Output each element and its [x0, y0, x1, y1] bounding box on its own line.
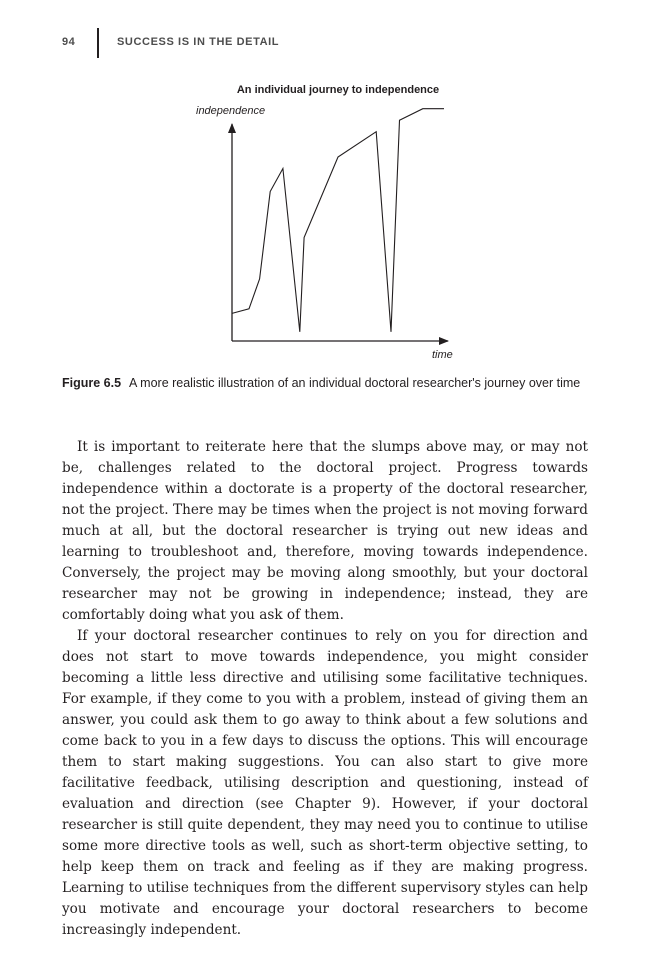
independence-chart	[0, 0, 650, 380]
body-text	[62, 437, 588, 941]
figure-label: Figure 6.5	[62, 376, 122, 390]
paragraph: It is important to reiterate here that the slumps above may, or may not be, challenges related to the doctoral project. Progress towards independence within a doctorate is a property of the doctoral researcher, not the project. There may be times when the project is not moving forward much at all, but the doctoral researcher is trying out new ideas and learning to troubleshoot and, therefore, moving towards independence. Conversely, the project may be moving along smoothly, but your doctoral researcher may not be growing in independence; instead, they are comfortably doing what you ask of them.	[62, 439, 588, 623]
figure-caption	[62, 375, 582, 392]
journey-line	[232, 109, 444, 332]
running-title: SUCCESS IS IN THE DETAIL	[117, 36, 280, 48]
chart-title: An individual journey to independence	[236, 84, 440, 96]
paragraph: If your doctoral researcher continues to rely on you for direction and does not start to move towards independence, you might consider becoming a little less directive and utilising some facilitative techniques. For example, if they come to you with a problem, instead of giving them an answer, you could ask them to go away to think about a few solutions and come back to you in a few days to discuss the options. This will encourage them to start making suggestions. You can also start to give more facilitative feedback, utilising description and questioning, instead of evaluation and direction (see Chapter 9). However, if your doctoral researcher is still quite dependent, they may need you to continue to utilise some more directive tools as well, such as short-term objective setting, to help keep them on track and feeling as if they are making progress. Learning to utilise techniques from the different supervisory styles can help you motivate and encourage your doctoral researchers to become increasingly independent.	[62, 628, 588, 938]
figure-caption-text: A more realistic illustration of an individual doctoral researcher's journey over time	[129, 376, 581, 390]
x-axis-label: time	[432, 349, 453, 361]
page-number: 94	[62, 36, 76, 48]
y-axis-label: independence	[196, 105, 266, 117]
